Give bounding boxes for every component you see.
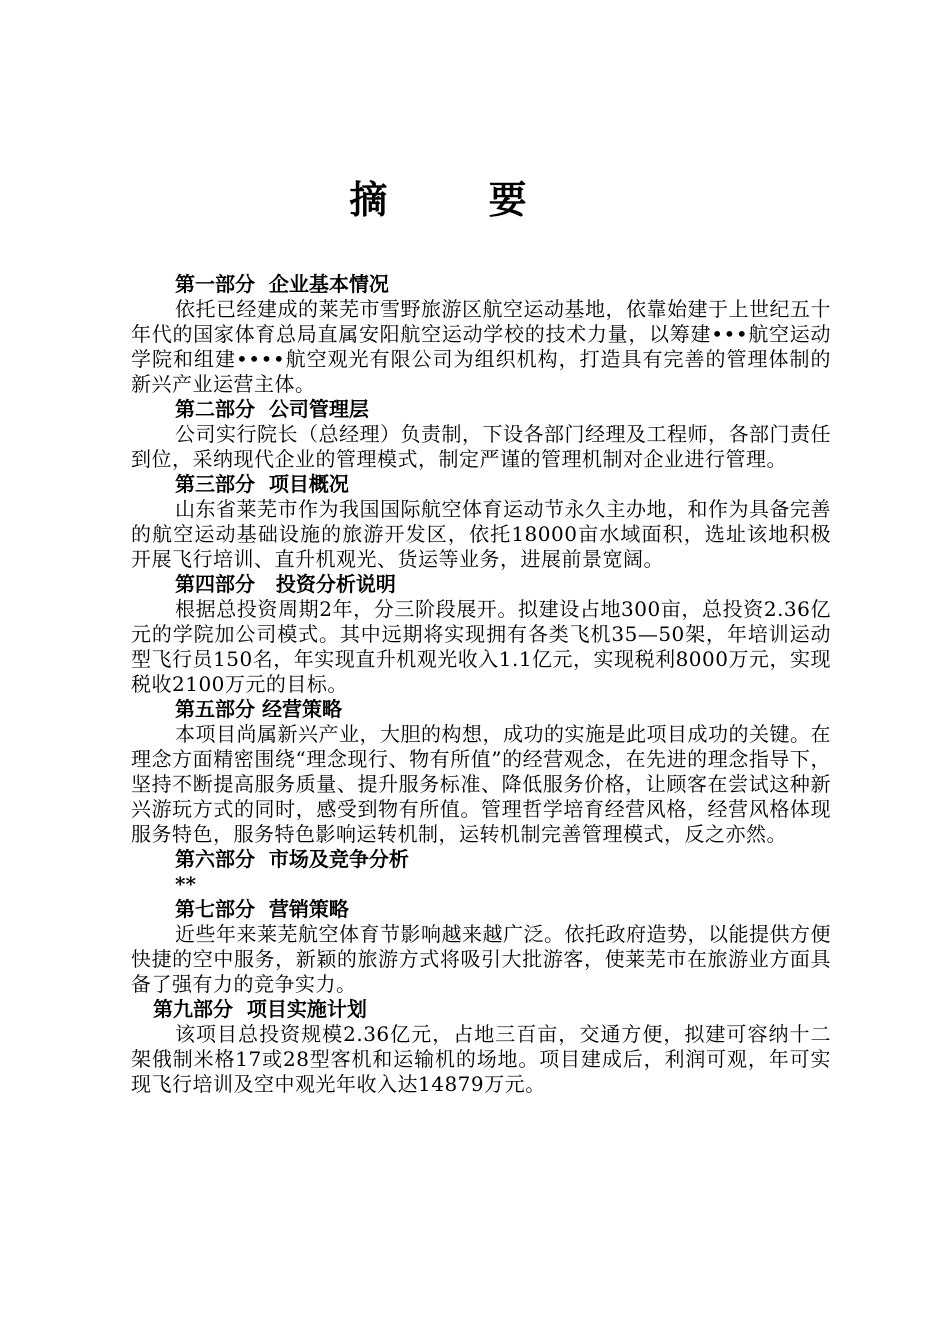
section-4-heading: 第四部分 投资分析说明 [175, 572, 396, 596]
document-body [131, 272, 831, 1097]
section-7-heading: 第七部分 营销策略 [175, 897, 349, 921]
section-5-paragraph: 本项目尚属新兴产业，大胆的构想，成功的实施是此项目成功的关键。在理念方面精密围绕“理念现行、物有所值”的经营观念，在先进的理念指导下，坚持不断提高服务质量、提升服务标准、降低服务价格，让顾客在尝试这种新兴游玩方式的同时，感受到物有所值。管理哲学培育经营风格，经营风格体现服务特色，服务特色影响运转机制，运转机制完善管理模式，反之亦然。 [131, 722, 831, 846]
section-6-placeholder-marker: ** [175, 872, 196, 896]
section-3-paragraph: 山东省莱芜市作为我国国际航空体育运动节永久主办地，和作为具备完善的航空运动基础设施的旅游开发区，依托18000亩水域面积，选址该地积极开展飞行培训、直升机观光、货运等业务，进展前景宽阔。 [131, 497, 831, 571]
section-6-heading: 第六部分 市场及竞争分析 [175, 847, 409, 871]
section-1-heading: 第一部分 企业基本情况 [175, 272, 389, 296]
section-1-paragraph: 依托已经建成的莱芜市雪野旅游区航空运动基地，依靠始建于上世纪五十年代的国家体育总局直属安阳航空运动学校的技术力量，以筹建•••航空运动学院和组建••••航空观光有限公司为组织机构，打造具有完善的管理体制的新兴产业运营主体。 [131, 297, 831, 396]
section-9-paragraph: 该项目总投资规模2.36亿元，占地三百亩，交通方便，拟建可容纳十二架俄制米格17或28型客机和运输机的场地。项目建成后，利润可观，年可实现飞行培训及空中观光年收入达14879万元。 [131, 1022, 831, 1096]
section-4-paragraph: 根据总投资周期2年，分三阶段展开。拟建设占地300亩，总投资2.36亿元的学院加公司模式。其中远期将实现拥有各类飞机35—50架，年培训运动型飞行员150名，年实现直升机观光收入1.1亿元，实现税利8000万元，实现税收2100万元的目标。 [131, 597, 831, 696]
section-9-heading: 第九部分 项目实施计划 [153, 997, 367, 1021]
section-5-heading: 第五部分 经营策略 [175, 697, 342, 721]
document-title: 摘 要 [349, 177, 571, 222]
section-3-heading: 第三部分 项目概况 [175, 472, 349, 496]
section-2-paragraph: 公司实行院长（总经理）负责制，下设各部门经理及工程师，各部门责任到位，采纳现代企业的管理模式，制定严谨的管理机制对企业进行管理。 [131, 422, 831, 471]
section-7-paragraph: 近些年来莱芜航空体育节影响越来越广泛。依托政府造势，以能提供方便快捷的空中服务，新颖的旅游方式将吸引大批游客，使莱芜市在旅游业方面具备了强有力的竞争实力。 [131, 922, 831, 996]
section-2-heading: 第二部分 公司管理层 [175, 397, 369, 421]
